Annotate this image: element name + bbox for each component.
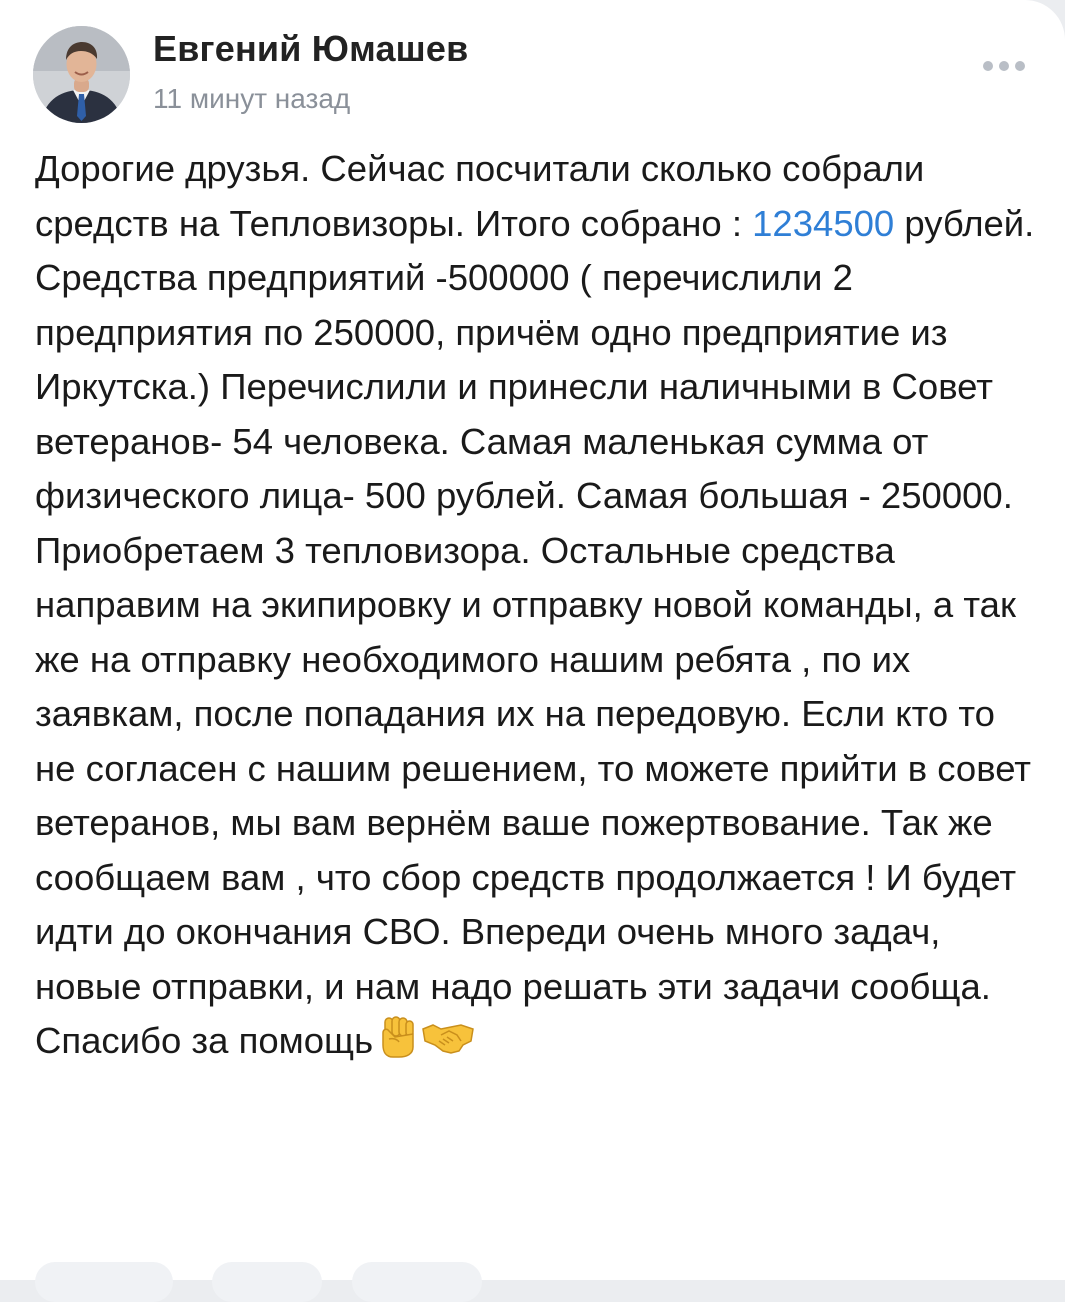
amount-link[interactable]: 1234500 [752, 202, 895, 244]
author-name[interactable]: Евгений Юмашев [153, 28, 469, 69]
post-timestamp[interactable]: 11 минут назад [153, 83, 351, 114]
post-actions-bar [0, 1262, 1065, 1280]
comment-button[interactable] [212, 1262, 322, 1302]
share-button[interactable] [352, 1262, 482, 1302]
like-button[interactable] [35, 1262, 173, 1302]
author-avatar[interactable] [33, 26, 130, 123]
post-text-part-1: Дорогие друзья. Сейчас посчитали сколько собрали средств на Тепловизоры. Итого собрано : [35, 148, 925, 244]
post-text [35, 142, 1045, 1075]
avatar-photo [33, 26, 130, 123]
more-horizontal-icon [980, 50, 1030, 80]
post-text-part-2: рублей. Средства предприятий -500000 ( перечислили 2 предприятия по 250000, причём одно предприятие из Иркутска.) Перечислили и принесли наличными в Совет ветеранов- 54 человека. Самая маленькая сумма от физического лица- 500 рублей. Самая большая - 250000. Приобретаем 3 тепловизора. Остальные средства направим на экипировку и отправку новой команды, а так же на отправку необходимого нашим ребята , по их заявкам, после попадания их на передовую. Если кто то не согласен с нашим решением, то можете прийти в совет ветеранов, мы вам вернём ваше пожертвование. Так же сообщаем вам , что сбор средств продолжается ! И будет идти до окончания СВО. Впереди очень много задач, новые отправки, и нам надо решать эти задачи сообща. Спасибо за помощь [35, 202, 1035, 1061]
more-options-button[interactable] [980, 50, 1030, 80]
handshake-emoji [421, 1015, 475, 1075]
raised-fist-emoji [375, 1015, 419, 1075]
